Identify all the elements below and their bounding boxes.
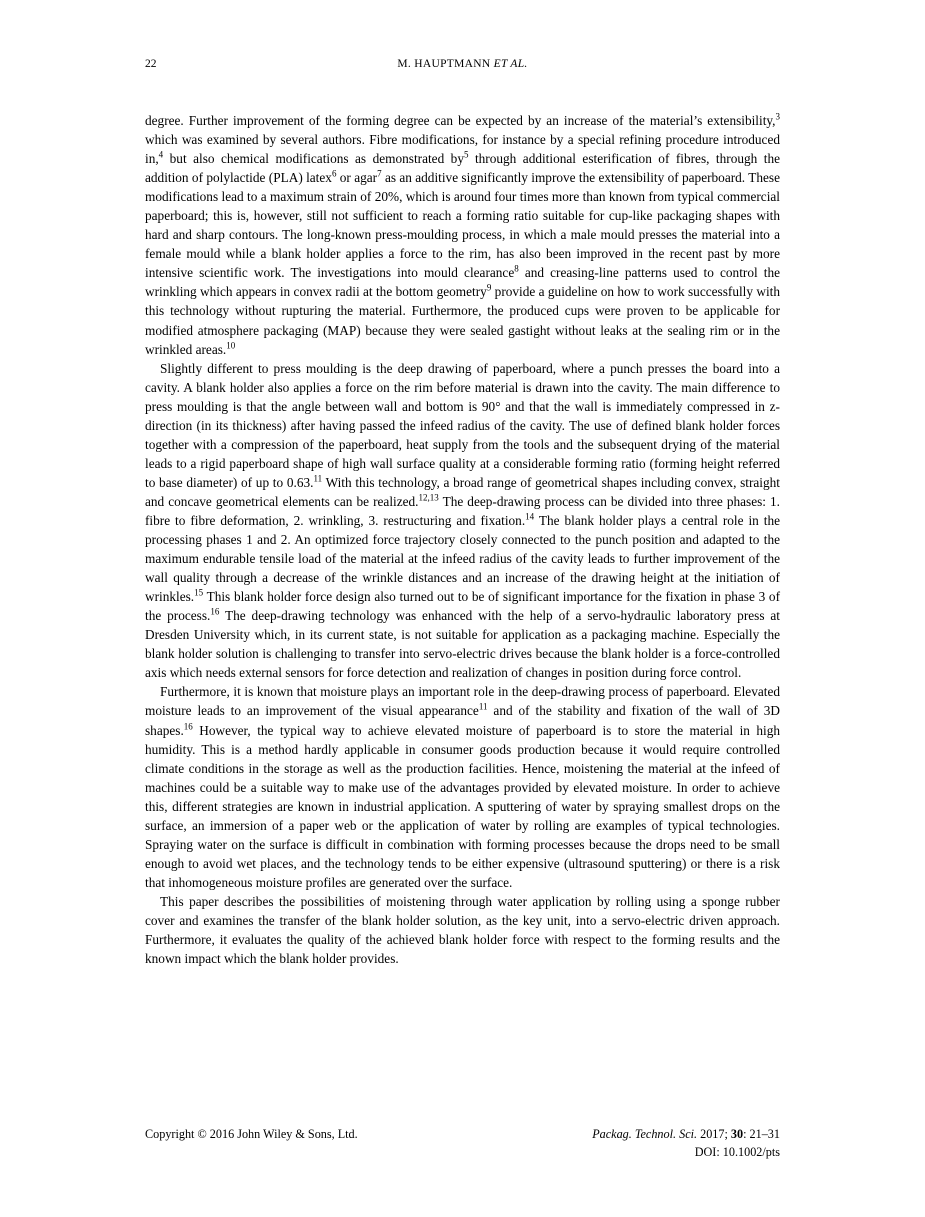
- paragraph-4: This paper describes the possibilities of moistening through water application by rolling using a sponge rubber cover and examines the transfer of the blank holder solution, as the key unit, into a servo-electric driven approach. Furthermore, it evaluates the quality of the achieved blank holder force with respect to the forming results and the known impact which the blank holder provides.: [145, 893, 780, 967]
- article-body: [145, 111, 780, 968]
- reference-marker: 16: [183, 721, 193, 732]
- journal-citation: [592, 1126, 780, 1143]
- reference-marker: 5: [463, 149, 469, 160]
- reference-marker: 14: [525, 511, 535, 522]
- paragraph-2: Slightly different to press moulding is the deep drawing of paperboard, where a punch presses the board into a cavity. A blank holder also applies a force on the rim before material is drawn into the cavity. The main difference to press moulding is that the angle between wall and bottom is 90° and that the wall is immediately compressed in z-direction (in its thickness) after having passed the infeed radius of the cavity. The use of defined blank holder forces together with a compression of the paperboard, heat supply from the tools and the subsequent drying of the material leads to a rigid paperboard shape of high wall surface quality at a considerable forming ratio (forming height referred to base diameter) of up to 0.63.11 With this technology, a broad range of geometrical shapes including convex, straight and concave geometrical elements can be realized.$^{12,13}$ The deep-drawing process can be divided into three phases: 1. fibre to fibre deformation, 2. wrinkling, 3. restructuring and fixation.$^{14}$ The blank holder plays a central role in the processing phases 1 and 2. An optimized force trajectory closely connected to the punch position and adapted to the maximum endurable tensile load of the material at the infeed radius of the cavity leads to further improvement of the wall quality through a decrease of the wrinkle distances and an increase of the drawing height at the initiation of wrinkles.$^{15}$ This blank holder force design also turned out to be of significant importance for the fixation in phase 3 of the process.$^{16}$ The deep-drawing technology was enhanced with the help of a servo-hydraulic laboratory press at Dresden University which, in its current state, is not suitable for application as a packaging machine. Especially the blank holder solution is challenging to transfer into servo-electric drives because the blank holder is a force-controlled axis which needs external sensors for force detection and realization of changes in position during force control.: [145, 360, 780, 681]
- page-footer: [145, 1126, 780, 1160]
- journal-year: 2017;: [700, 1127, 728, 1141]
- paragraph-3: Furthermore, it is known that moisture plays an important role in the deep-drawing process of paperboard. Elevated moisture leads to an improvement of the visual appearance$^{11}$ and of the stability and fixation of the wall of 3D shapes.$^{16}$ However, the typical way to achieve elevated moisture of paperboard is to store the material in high humidity. This is a method hardly applicable in consumer goods production because it would require controlled climate conditions in the storage as well as the production facilities. Hence, moistening the material at the infeed of machines could be a suitable way to make use of the advantages provided by elevated moisture. In order to achieve this, different strategies are known in industrial application. A sputtering of water by spraying smallest drops on the surface, an immersion of a paper web or the application of water by rolling are examples of typical technologies. Spraying water on the surface is difficult in combination with forming processes because the drops need to be small enough to avoid wet places, and the technology tends to be either expensive (ultrasound sputtering) or there is a risk that inhomogeneous moisture profiles are generated over the surface.: [145, 684, 781, 890]
- reference-marker: 11: [478, 702, 488, 713]
- copyright-line: Copyright © 2016 John Wiley & Sons, Ltd.: [145, 1127, 358, 1141]
- journal-pages: : 21–31: [743, 1127, 780, 1141]
- reference-marker: 15: [194, 587, 204, 598]
- reference-marker: 3: [775, 111, 780, 122]
- reference-marker: 12,13: [418, 492, 439, 503]
- reference-marker: 11: [313, 473, 323, 484]
- reference-marker: 10: [226, 340, 236, 351]
- doi-line: DOI: 10.1002/pts: [694, 1144, 780, 1159]
- reference-marker: 8: [514, 263, 519, 274]
- journal-volume: 30: [730, 1127, 744, 1141]
- page-number: 22: [145, 58, 157, 70]
- journal-name: Packag. Technol. Sci.: [592, 1127, 698, 1141]
- reference-marker: 16: [210, 606, 220, 617]
- reference-marker: 9: [486, 283, 492, 293]
- paragraph-1: degree. Further improvement of the forming degree can be expected by an increase of the material’s extensibility,$^3$ which was examined by several authors. Fibre modifications, for instance by a special refining procedure introduced in,$^4$ but also chemical modifications as demonstrated $by^5$ through additional esterification of fibres, through the addition of polylactide (PLA) latex$^6$ or agar$^7$ as an additive significantly improve the extensibility of paperboard. These modifications lead to a maximum strain of 20%, which is around four times more than known from typical commercial paperboard; this is, however, still not sufficient to reach a forming ratio suitable for cup-like packaging shapes with hard and sharp contours. The long-known press-moulding process, in which a male mould presses the material into a female mould while a blank holder applies a force to the rim, has also been improved in the recent past by more intensive scientific work. The investigations into mould clearance$^8$ and creasing-line patterns used to control the wrinkling which appears in convex radii at the bottom geometry$^9$ provide a guideline on how to work successfully with this technology without rupturing the material. Furthermore, the produced cups were proven to be applicable for modified atmosphere packaging (MAP) because they were sealed gastight without leaks at the sealing rim or in the wrinkled areas.$^{10}$: [145, 111, 780, 357]
- reference-marker: 4: [158, 149, 164, 160]
- running-head-author: M. HAUPTMANN: [397, 58, 491, 70]
- reference-marker: 7: [377, 168, 382, 179]
- running-head-etal: ET AL.: [493, 58, 528, 70]
- running-head-title: [145, 58, 780, 70]
- reference-marker: 6: [331, 168, 337, 179]
- running-head: [145, 58, 780, 86]
